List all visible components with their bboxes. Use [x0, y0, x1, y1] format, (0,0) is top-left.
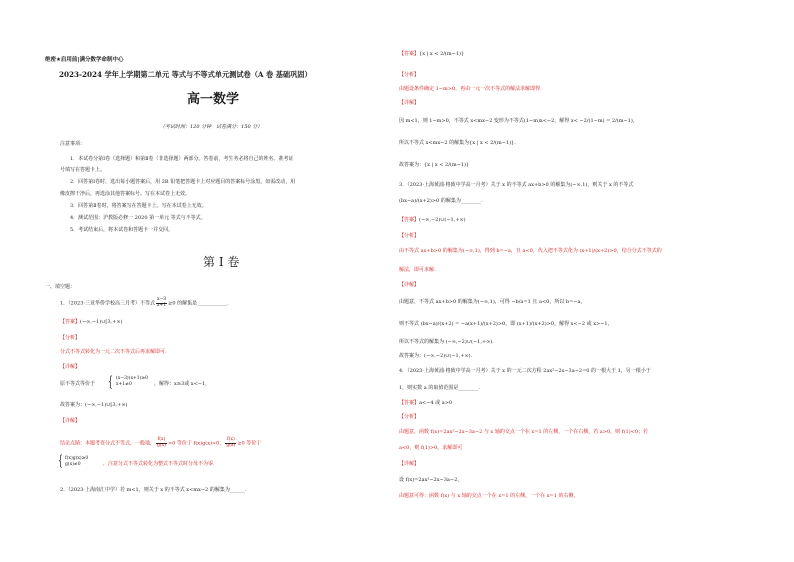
subject-title: 高一数学: [187, 92, 240, 107]
r-detail-2: 所以不等式 x<mx−2 的解集为{x | x < 2/(m−1)}.: [399, 140, 516, 146]
right-page: [397, 0, 794, 562]
q3-analysis-label: 【分析】: [399, 233, 420, 239]
q1-detail-a: 原不等式等价于: [60, 381, 96, 387]
question-3-b: (bx−a)/(x+2)>0 的解集为________.: [399, 198, 483, 204]
q1-analysis-label: 【分析】: [60, 335, 81, 341]
q4-analysis-2: a<0，则 f(1)>0，求解即可: [399, 445, 463, 451]
brace-icon: {: [58, 453, 63, 469]
section-heading: 一、填空题：: [45, 284, 76, 290]
q4-answer: 【答案】a<−4 或 a>0: [399, 400, 453, 406]
q1-detail-label: 【详解】: [60, 364, 81, 370]
q3-detail-label: 【详解】: [399, 282, 420, 288]
q1-note-system: f(x)g(x)≥0 g(x)≠0: [65, 456, 89, 468]
q3-answer: 【答案】(−∞,−2)∪(−1,+∞): [399, 217, 466, 223]
q4-analysis-1: 由题意，函数 f(x)=2ax²−2x−3a−2 与 x 轴的交点一个在 x=1 的左侧，一个在右侧，若 a>0，则 f(1)<0；若: [399, 429, 649, 435]
q4-detail-1: 设 f(x)=2ax²−2x−3a−2，: [399, 477, 463, 483]
exam-meta: （考试时间：120 分钟 试卷满分：150 分）: [160, 124, 263, 130]
note-line-3: 2．回答第Ⅰ卷时，选出每小题答案后，用 2B 铅笔把答题卡上对应题目的答案标号涂黑。如需改动，用: [70, 179, 296, 185]
q3-detail-2: 则不等式 (bx−a)/(x+2) = −a(x+1)/(x+2)>0，即 (x+1)/(x+2)>0，解得 x<−2 或 x>−1，: [399, 321, 613, 327]
note-line-2: 号填写在答题卡上。: [60, 167, 106, 173]
question-4: 4．（2023·上海黄浦·格致中学高一月考）关于 x 的一元二次方程 2ax²−2x−3a−2=0 的一根大于 1，另一根小于: [399, 368, 651, 374]
secret-mark: 绝密★启用前|满分数学命制中心: [45, 57, 124, 63]
q4-detail-label: 【详解】: [399, 461, 420, 467]
q1-note-tail: ，注意分式不等式转化为整式不等式时分母不为零.: [103, 461, 215, 467]
q1-answer: 【答案】(−∞,−1)∪[3,+∞): [60, 319, 123, 325]
q3-final: 故答案为：(−∞,−2)∪(−1,+∞).: [399, 353, 473, 359]
r-analysis-label: 【分析】: [399, 72, 420, 78]
r-answer-1: 【答案】{x | x < 2/(m−1)}: [399, 51, 465, 57]
q3-analysis-2: 解法，即可求解.: [399, 267, 436, 273]
r-final-1: 故答案为：{x | x < 2/(m−1)}: [399, 162, 470, 168]
q1-detail-system: (x−3)(x+1)≥0 x+1≠0: [116, 376, 148, 388]
q3-analysis: 由不等式 ax+b>0 的解集为(−∞,1)，得到 b=−a，且 a<0，代入把不等式化为 (x+1)/(x+2)>0，结合分式不等式的: [399, 248, 662, 254]
q1-analysis: 分式不等式转化为一元二次不等式后再求解即可.: [60, 349, 167, 355]
r-analysis-1: 由题设条件确定 1−m>0，再由一元一次不等式的解法求解即得.: [399, 86, 542, 92]
note-line-1: 1．本试卷分第Ⅰ卷（选择题）和第Ⅱ卷（非选择题）两部分。答卷前，考生务必将自己的姓名、准考证: [70, 156, 294, 162]
r-detail-1: 因 m<1，则 1−m>0，不等式 x<mx−2 变形为不等式(1−m)x<−2，解得 x< −2/(1−m) = 2/(m−1)，: [399, 118, 638, 124]
note-line-6: 4．测试范围：沪教版必修一 2020 第一单元 等式与不等式。: [70, 215, 206, 221]
exam-header: 2023-2024 学年上学期第二单元 等式与不等式单元测试卷（A 卷 基础巩固）: [59, 70, 312, 79]
q1-note: 结论点睛：本题考查分式不等式，一般地， $\frac{f(x)}{g(x)}$ >0 等价于 f(x)g(x)>0， $\frac{f(x)}{g(x)}$ ≥0 等价于: [60, 437, 262, 448]
question-3: 3．（2023·上海黄浦·格致中学高一月考）关于 x 的不等式 ax+b>0 的解集为(−∞,1)，则关于 x 的不等式: [399, 182, 634, 188]
r-detail-label: 【详解】: [399, 100, 420, 106]
note-line-4: 橡皮擦干净后，再选涂其他答案标号。写在本试卷上无效。: [60, 191, 191, 197]
question-4-b: 1，则实数 a 的取值范围是________.: [399, 385, 480, 391]
q1-note-label: 【详解】: [60, 418, 81, 424]
q4-analysis-label: 【分析】: [399, 414, 420, 420]
q3-detail-3: 所以不等式的解集为 (−∞,−2)∪(−1,+∞).: [399, 339, 494, 345]
volume-title: 第 Ⅰ 卷: [203, 255, 240, 269]
q4-detail-2: 由题意可得：函数 f(x) 与 x 轴的交点一个在 x=1 的左侧，一个在 x=1 的右侧，: [399, 493, 579, 499]
note-line-5: 3．回答第Ⅱ卷时，将答案写在答题卡上。写在本试卷上无效。: [70, 203, 207, 209]
q3-detail-1: 由题意，不等式 ax+b>0 的解集为(−∞,1)，可得 −b/a=1 且 a<0，所以 b=−a，: [399, 299, 586, 305]
notes-heading: 注意事项：: [60, 141, 86, 147]
q1-detail-b: ，解得：x≥3或 x<−1，: [154, 381, 211, 387]
q1-final: 故答案为：(−∞,−1)∪[3,+∞): [60, 402, 128, 408]
question-2: 2．（2023·上海南汇中学）若 m<1，则关于 x 的不等式 x<mx−2 的解集为______.: [60, 487, 247, 493]
note-line-7: 5．考试结束后，将本试卷和答题卡一并交回。: [70, 227, 174, 233]
question-1: 1．（2023·三亚华侨学校高三月考）不等式 $\frac{x-3}{x+1}$ ≥0 的解集是____________.: [60, 297, 229, 308]
brace-icon: {: [108, 374, 113, 390]
